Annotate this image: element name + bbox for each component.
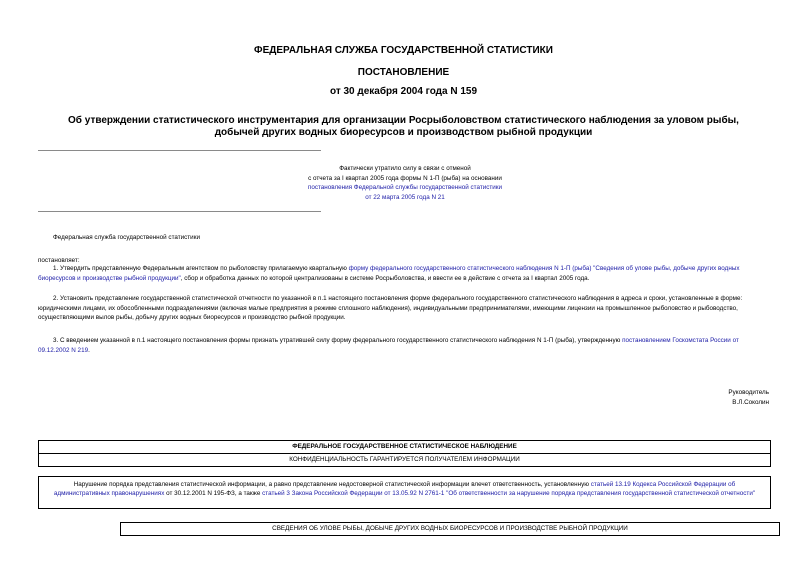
status-note xyxy=(260,164,550,202)
resolves-text: постановляет: xyxy=(38,257,80,264)
bottom-divider xyxy=(38,211,321,212)
koap-article-link[interactable]: статьей 13.19 Кодекса Российской Федерации об административных правонарушениях xyxy=(53,481,736,497)
report-title-box: СВЕДЕНИЯ ОБ УЛОВЕ РЫБЫ, ДОБЫЧЕ ДРУГИХ ВОДНЫХ БИОРЕСУРСОВ И ПРОИЗВОДСТВЕ РЫБНОЙ ПРОДУКЦИИ xyxy=(120,522,780,536)
document-type: ПОСТАНОВЛЕНИЕ xyxy=(357,67,450,78)
paragraph-1-end: , сбор и обработка данных по которой централизованы в системе Росрыболовства, и ввести ее в действие с отчета за I квартал 2005 года. xyxy=(180,274,590,282)
document-date-number: от 30 декабря 2004 года N 159 xyxy=(329,86,478,97)
warning-start: Нарушение порядка представления статистической информации, а равно представление недостоверной статистической информации влечет ответственность, установленную xyxy=(73,481,591,488)
paragraph-3-end: . xyxy=(88,346,90,354)
observation-box: ФЕДЕРАЛЬНОЕ ГОСУДАРСТВЕННОЕ СТАТИСТИЧЕСКОЕ НАБЛЮДЕНИЕ xyxy=(38,440,771,454)
status-note-link1[interactable]: постановления Федеральной службы государственной статистики xyxy=(307,184,503,192)
paragraph-1-start: 1. Утвердить представленную Федеральным агентством по рыболовству прилагаемую квартальную xyxy=(53,265,349,272)
paragraph-2: 2. Установить представление государственной статистической отчетности по указанной в п.1 настоящего постановления форме федерального государственного статистического наблюдения в адреса и сроки, установленные в форме: юридическими лицами, их обособленными подразделениями (включая малые предприятия в режиме сплошного наблюдения), индивидуальными предпринимателями, имеющими лицензии на промышленное рыболовство и рыбоводство, осуществляющими вылов рыбы, добычу других водных биоресурсов и производство рыбной продукции. xyxy=(38,295,743,322)
status-note-link2[interactable]: от 22 марта 2005 года N 21 xyxy=(365,193,445,201)
document-title: Об утверждении статистического инструментария для организации Росрыболовством статистического наблюдения за уловом рыбы, добычей других водных биоресурсов и производством рыбной продукции xyxy=(68,115,739,138)
law-article-link[interactable]: статьей 3 Закона Российской Федерации от 13.05.92 N 2761-1 "Об ответственности за нарушение порядка представления государственной статистической отчетности" xyxy=(262,490,756,497)
signature-name: В.Л.Соколин xyxy=(732,398,769,406)
confidentiality-box: КОНФИДЕНЦИАЛЬНОСТЬ ГАРАНТИРУЕТСЯ ПОЛУЧАТЕЛЕМ ИНФОРМАЦИИ xyxy=(38,453,771,467)
status-note-line2: с отчета за I квартал 2005 года формы N 1-П (рыба) на основании xyxy=(308,174,502,182)
top-divider xyxy=(38,150,321,151)
paragraph-3 xyxy=(38,336,770,355)
paragraph-3-start: 3. С введением указанной в п.1 настоящего постановления формы признать утратившей силу форму федерального государственного статистического наблюдения N 1-П (рыба), утвержденную xyxy=(53,337,623,344)
paragraph-1 xyxy=(38,264,770,283)
goskomstat-resolution-link[interactable]: постановлением Госкомстата России от 09.12.2002 N 219 xyxy=(38,337,739,354)
status-note-line1: Фактически утратило силу в связи с отменой xyxy=(339,165,471,172)
signature-block xyxy=(728,388,769,407)
intro-text: Федеральная служба государственной статистики xyxy=(53,234,200,241)
liability-warning-box xyxy=(38,476,771,509)
form-link[interactable]: форму федерального государственного статистического наблюдения N 1-П (рыба) "Сведения об улове рыбы, добыче других водных биоресурсов и производстве рыбной продукции" xyxy=(38,265,740,282)
signature-role: Руководитель xyxy=(728,389,769,396)
agency-name: ФЕДЕРАЛЬНАЯ СЛУЖБА ГОСУДАРСТВЕННОЙ СТАТИСТИКИ xyxy=(254,45,553,56)
warning-mid: от 30.12.2001 N 195-ФЗ, а также xyxy=(164,490,263,497)
